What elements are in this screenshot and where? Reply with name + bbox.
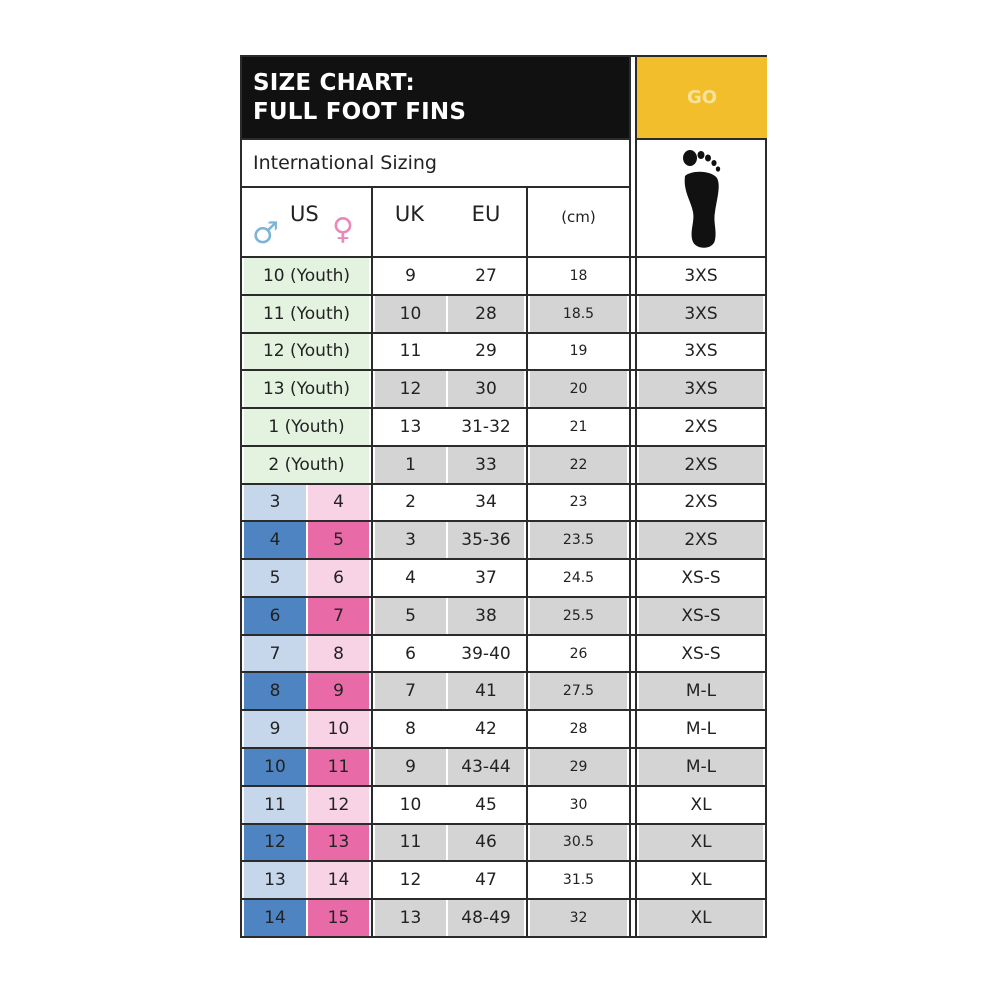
cell-eu: 37 xyxy=(475,568,497,589)
cell-us-youth: 1 (Youth) xyxy=(244,409,369,445)
cell-cm: 26 xyxy=(569,645,588,662)
cell-eu: 48-49 xyxy=(448,900,524,936)
cell-cm: 22 xyxy=(530,447,627,483)
cell-us-men: 7 xyxy=(244,636,306,672)
cell-size: 3XS xyxy=(684,341,718,362)
cell-us-women: 8 xyxy=(308,636,369,672)
cell-us-women: 13 xyxy=(308,825,369,861)
male-symbol-icon: ♂ xyxy=(252,216,279,251)
header-eu: EU xyxy=(471,202,501,226)
cell-size: XL xyxy=(690,794,712,815)
cell-us-youth: 11 (Youth) xyxy=(244,296,369,332)
header-gap xyxy=(629,57,637,138)
cell-size: XS-S xyxy=(639,598,763,634)
cell-uk: 1 xyxy=(375,447,446,483)
footprint-icon xyxy=(677,146,727,250)
cell-us-men: 10 xyxy=(244,749,306,785)
cell-uk: 13 xyxy=(399,416,422,437)
cell-cm: 19 xyxy=(569,343,588,360)
cell-eu: 46 xyxy=(448,825,524,861)
cell-us-men: 13 xyxy=(244,862,306,898)
cell-size: XS-S xyxy=(681,643,721,664)
cell-eu: 39-40 xyxy=(461,643,511,664)
cell-us-men: 6 xyxy=(244,598,306,634)
cell-us-women: 10 xyxy=(308,711,369,747)
female-symbol-icon: ♀ xyxy=(332,212,354,247)
cell-us-women: 14 xyxy=(308,862,369,898)
cell-us-women: 6 xyxy=(308,560,369,596)
cell-uk: 13 xyxy=(375,900,446,936)
cell-us-men: 8 xyxy=(244,673,306,709)
cell-us-men: 4 xyxy=(244,522,306,558)
cell-eu: 41 xyxy=(448,673,524,709)
cell-cm: 25.5 xyxy=(530,598,627,634)
cell-size: 3XS xyxy=(684,265,718,286)
cell-us-youth: 2 (Youth) xyxy=(244,447,369,483)
cell-us-women: 4 xyxy=(308,485,369,521)
cell-us-women: 12 xyxy=(308,787,369,823)
cell-size: M-L xyxy=(685,719,717,740)
cell-us-women: 9 xyxy=(308,673,369,709)
cell-uk: 12 xyxy=(399,870,422,891)
cell-us-women: 7 xyxy=(308,598,369,634)
cell-uk: 11 xyxy=(375,825,446,861)
cell-size: XL xyxy=(639,825,763,861)
cell-cm: 23.5 xyxy=(530,522,627,558)
cell-cm: 32 xyxy=(530,900,627,936)
cell-cm: 28 xyxy=(569,721,588,738)
cell-us-men: 12 xyxy=(244,825,306,861)
cell-size: 3XS xyxy=(639,296,763,332)
cell-cm: 30.5 xyxy=(530,825,627,861)
header-cm: (cm) xyxy=(561,208,596,226)
cell-uk: 12 xyxy=(375,371,446,407)
cell-size: XS-S xyxy=(681,568,721,589)
cell-uk: 7 xyxy=(375,673,446,709)
cell-cm: 21 xyxy=(569,418,588,435)
cell-cm: 29 xyxy=(530,749,627,785)
header-us: US xyxy=(290,202,319,226)
cell-eu: 31-32 xyxy=(461,416,511,437)
cell-size: 2XS xyxy=(684,492,718,513)
foot-cell xyxy=(637,138,767,256)
cell-eu: 27 xyxy=(475,265,497,286)
cell-cm: 27.5 xyxy=(530,673,627,709)
cell-uk: 2 xyxy=(405,492,416,513)
cell-cm: 24.5 xyxy=(562,570,595,587)
cell-eu: 33 xyxy=(448,447,524,483)
cell-cm: 18.5 xyxy=(530,296,627,332)
chart-title-line-2: FULL FOOT FINS xyxy=(253,99,467,125)
chart-subtitle: International Sizing xyxy=(242,138,629,188)
cell-us-men: 5 xyxy=(244,560,306,596)
cell-us-women: 11 xyxy=(308,749,369,785)
cell-uk: 6 xyxy=(405,643,416,664)
cell-uk: 3 xyxy=(375,522,446,558)
cell-eu: 29 xyxy=(475,341,497,362)
cell-size: 2XS xyxy=(684,416,718,437)
cell-cm: 31.5 xyxy=(562,872,595,889)
cell-uk: 9 xyxy=(405,265,416,286)
cell-uk: 5 xyxy=(375,598,446,634)
cell-eu: 30 xyxy=(448,371,524,407)
cell-eu: 38 xyxy=(448,598,524,634)
cell-size: 2XS xyxy=(639,447,763,483)
cell-us-men: 11 xyxy=(244,787,306,823)
cell-eu: 42 xyxy=(475,719,497,740)
cell-uk: 10 xyxy=(375,296,446,332)
cell-cm: 18 xyxy=(569,267,588,284)
cell-size: XL xyxy=(639,900,763,936)
cell-eu: 28 xyxy=(448,296,524,332)
size-chart xyxy=(240,55,767,938)
cell-us-men: 14 xyxy=(244,900,306,936)
divider-size xyxy=(635,138,637,938)
cell-size: 3XS xyxy=(639,371,763,407)
cell-size: M-L xyxy=(639,749,763,785)
divider-us xyxy=(371,188,373,938)
cell-eu: 45 xyxy=(475,794,497,815)
divider-cm xyxy=(629,138,631,938)
cell-uk: 4 xyxy=(405,568,416,589)
cell-us-women: 15 xyxy=(308,900,369,936)
cell-us-men: 9 xyxy=(244,711,306,747)
row-divider xyxy=(242,936,765,938)
chart-title xyxy=(242,57,629,138)
cell-uk: 9 xyxy=(375,749,446,785)
chart-title-line-1: SIZE CHART: xyxy=(253,70,415,96)
cell-us-women: 5 xyxy=(308,522,369,558)
cell-us-youth: 10 (Youth) xyxy=(244,258,369,294)
cell-us-youth: 13 (Youth) xyxy=(244,371,369,407)
cell-cm: 30 xyxy=(569,796,588,813)
cell-uk: 11 xyxy=(399,341,422,362)
cell-eu: 34 xyxy=(475,492,497,513)
brand-badge: GO xyxy=(637,57,767,138)
cell-us-men: 3 xyxy=(244,485,306,521)
cell-us-youth: 12 (Youth) xyxy=(244,334,369,370)
cell-size: XL xyxy=(690,870,712,891)
divider-eu xyxy=(526,188,528,938)
header-uk: UK xyxy=(394,202,425,226)
cell-uk: 8 xyxy=(405,719,416,740)
cell-cm: 20 xyxy=(530,371,627,407)
cell-eu: 47 xyxy=(475,870,497,891)
cell-eu: 43-44 xyxy=(448,749,524,785)
cell-size: M-L xyxy=(639,673,763,709)
cell-eu: 35-36 xyxy=(448,522,524,558)
cell-size: 2XS xyxy=(639,522,763,558)
cell-uk: 10 xyxy=(399,794,422,815)
cell-cm: 23 xyxy=(569,494,588,511)
